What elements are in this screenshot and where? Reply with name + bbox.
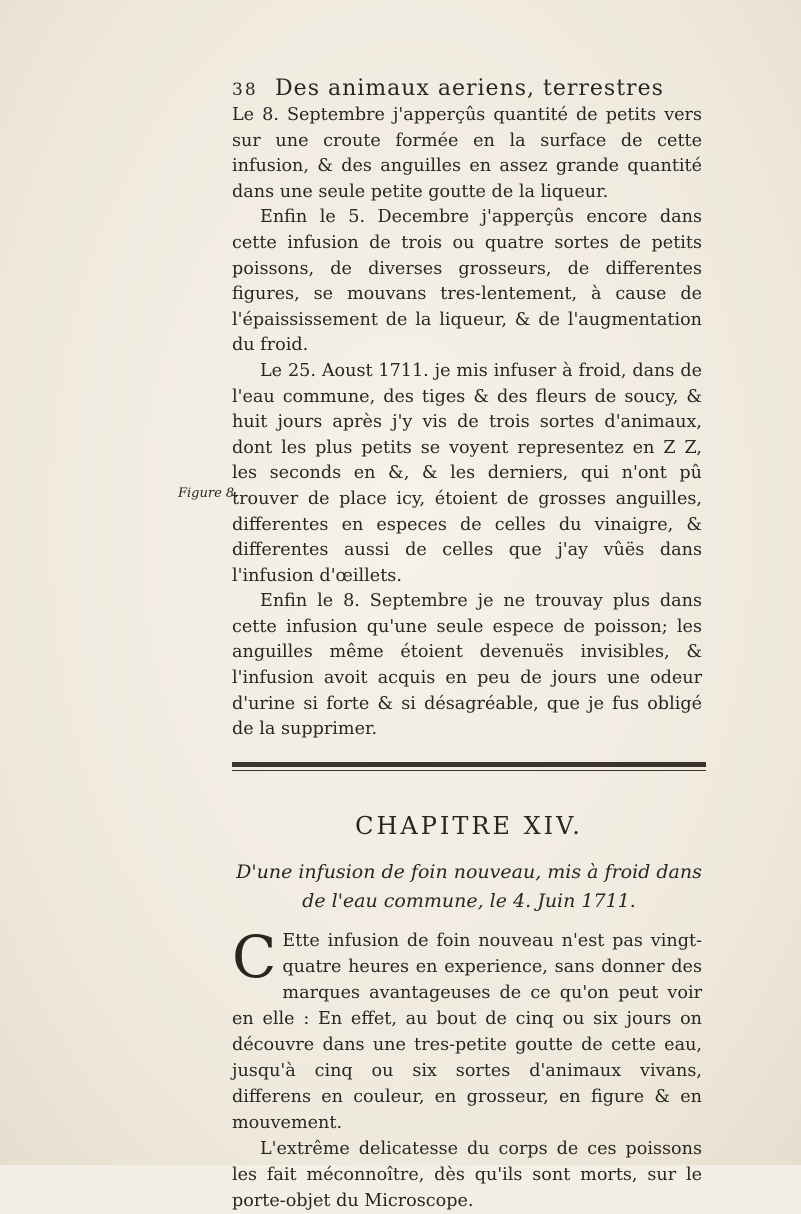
chapter-heading: CHAPITRE XIV. [355, 812, 583, 840]
section-divider [232, 762, 706, 767]
drop-cap: C [232, 923, 277, 991]
paragraph-dec-5: Enfin le 5. Decembre j'apperçûs encore dans cette infusion de trois ou quatre sortes de petits poissons, de diverses grosseurs, de differentes figures, se mouvans tres-lentement, à cause de l'épaississement de la liqueur, & de l'augmentation du froid. [232, 207, 702, 356]
figure-margin-note: Figure 8. [178, 486, 239, 501]
paragraph-sept-8: Le 8. Septembre j'apperçûs quantité de petits vers sur une croute formée en la surface de cette infusion, & des anguilles en assez grande quantité dans une seule petite goutte de la liqueur. [232, 105, 702, 202]
chapter-paragraph-1-text: Ette infusion de foin nouveau n'est pas vingt-quatre heures en experience, sans donner des marques avantageuses de ce qu'on peut voir en elle : En effet, au bout de cinq ou six jours on découvre dans une tres-petite goutte de cette eau, jusqu'à cinq ou six sortes d'animaux vivans, differens en couleur, en grosseur, en figure & en mouvement. [232, 931, 702, 1133]
chapter-subtitle: D'une infusion de foin nouveau, mis à froid dans de l'eau commune, le 4. Juin 1711. [236, 861, 702, 912]
paragraph-aug-25: Le 25. Aoust 1711. je mis infuser à froid, dans de l'eau commune, des tiges & des fleurs de soucy, & huit jours après j'y vis de trois sortes d'animaux, dont les plus petits se voyent representez en Z Z, les seconds en &, & les derniers, qui n'ont pû trouver de place icy, étoient de grosses anguilles, differentes en especes de celles du vinaigre, & differentes aussi de celles que j'ay vûës dans l'infusion d'œillets. [232, 360, 702, 586]
running-head [232, 76, 692, 101]
paragraph-sept-8-final: Enfin le 8. Septembre je ne trouvay plus dans cette infusion qu'une seule espece de poisson; les anguilles même étoient devenuës invisibles, & l'infusion avoit acquis en peu de jours une odeur d'urine si forte & si désagréable, que je fus obligé de la supprimer. [232, 591, 702, 740]
chapter-paragraph-2: L'extrême delicatesse du corps de ces poissons les fait méconnoître, dès qu'ils sont morts, sur le porte-objet du Microscope. [232, 1139, 702, 1211]
chapter-paragraph-1 [232, 923, 702, 1136]
chapter-body [232, 923, 702, 1214]
running-title: Des animaux aeriens, terrestres [275, 76, 664, 101]
body-text [232, 103, 702, 743]
section-divider-thin [232, 770, 706, 771]
page-number: 38 [232, 80, 258, 100]
